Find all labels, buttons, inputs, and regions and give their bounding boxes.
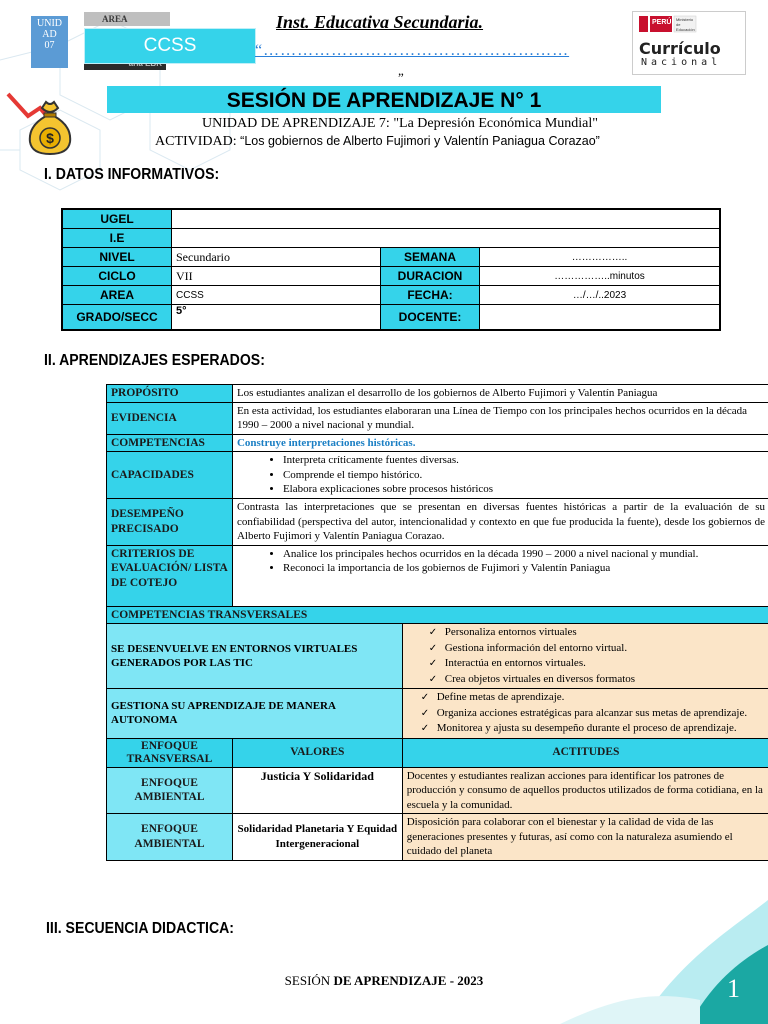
page-number: 1 — [727, 974, 740, 1003]
docente-value — [480, 305, 721, 331]
semana-label: SEMANA — [381, 248, 480, 267]
capacidad-item: • Interpreta críticamente fuentes diversas. — [283, 453, 765, 468]
nivel-value: Secundario — [172, 248, 381, 267]
area-box: CCSS — [84, 28, 256, 64]
actitudes-header: ACTITUDES — [402, 738, 768, 767]
ciclo-value: VII — [172, 267, 381, 286]
valores-header: VALORES — [232, 738, 402, 767]
institution-title: Inst. Educativa Secundaria. — [276, 12, 484, 32]
desempeno-text: Contrasta las interpretaciones que se presentan en diversas fuentes históricas a partir de la evaluación de su confiabilidad (perspectiva del autor, intencionalidad y contexto en que fue producida la fuente), desde los gobiernos de Alberto Fujimori y Valentín Paniagua Corazao. — [232, 499, 768, 546]
ie-value — [172, 229, 721, 248]
section-datos-title: I. DATOS INFORMATIVOS: — [44, 166, 220, 183]
enfoque-actitud: Disposición para colaborar con el bienestar y la calidad de vida de las generaciones presentes y futuras, así como con la naturaleza asumiendo el cuidado del planeta — [402, 814, 768, 861]
logo-ministerio-text: Ministerio de Educación — [676, 17, 695, 32]
enfoque-name: ENFOQUE AMBIENTAL — [107, 814, 233, 861]
datos-informativos-table — [61, 208, 721, 331]
actividad-line — [155, 134, 600, 150]
autonoma-list — [402, 689, 768, 739]
competencias-text: Construye interpretaciones históricas. — [232, 434, 768, 452]
enfoque-name: ENFOQUE AMBIENTAL — [107, 767, 233, 814]
autonoma-label: GESTIONA SU APRENDIZAJE DE MANERA AUTONOMA — [107, 689, 403, 739]
ugel-value — [172, 209, 721, 229]
docente-label: DOCENTE: — [381, 305, 480, 331]
duracion-value: ……………..minutos — [480, 267, 721, 286]
footer-text — [0, 973, 768, 989]
transversales-header: COMPETENCIAS TRANSVERSALES — [107, 606, 768, 624]
enfoque-valor: Justicia Y Solidaridad — [232, 767, 402, 814]
area-value: CCSS — [172, 286, 381, 305]
desempeno-label: DESEMPEÑO PRECISADO — [107, 499, 233, 546]
grado-value: 5° — [172, 305, 381, 331]
footer-bold: DE APRENDIZAJE - 2023 — [333, 973, 484, 988]
semana-value: …………….. — [480, 248, 721, 267]
criterios-list — [232, 545, 768, 606]
actividad-value: “Los gobiernos de Alberto Fujimori y Valentín Paniagua Corazao” — [240, 134, 600, 148]
quote-close: ” — [398, 70, 404, 85]
unidad-line: UNIDAD DE APRENDIZAJE 7: "La Depresión Económica Mundial" — [202, 116, 598, 131]
enfoque-valor: Solidaridad Planetaria Y Equidad Intergeneracional — [232, 814, 402, 861]
criterio-item: • Reconoci la importancia de los gobiernos de Fujimori y Valentín Paniagua — [283, 561, 765, 576]
ie-label: I.E — [62, 229, 172, 248]
tic-item: ✓ Interactúa en entornos virtuales. — [429, 656, 765, 672]
fecha-value: …/…/..2023 — [480, 286, 721, 305]
tic-item: ✓ Crea objetos virtuales en diversos formatos — [429, 672, 765, 688]
logo-nacional-text: Nacional — [641, 57, 722, 68]
capacidades-list — [232, 452, 768, 499]
grado-label: GRADO/SECC — [62, 305, 172, 331]
enfoque-header: ENFOQUE TRANSVERSAL — [107, 738, 233, 767]
proposito-label: PROPÓSITO — [107, 385, 233, 403]
session-title: SESIÓN DE APRENDIZAJE N° 1 — [107, 86, 661, 113]
unidad-badge: UNID AD 07 — [31, 16, 68, 68]
tic-item: ✓ Gestiona información del entorno virtual. — [429, 641, 765, 657]
section-aprendizajes-title: II. APRENDIZAJES ESPERADOS: — [44, 352, 265, 369]
footer-prefix: SESIÓN — [284, 973, 334, 988]
capacidades-label: CAPACIDADES — [107, 452, 233, 499]
ugel-label: UGEL — [62, 209, 172, 229]
curriculo-nacional-logo — [632, 11, 746, 75]
money-bag-icon — [6, 86, 96, 158]
competencias-label: COMPETENCIAS — [107, 434, 233, 452]
enfoque-actitud: Docentes y estudiantes realizan acciones para identificar los patrones de producción y consumo de aquellos productos utilizados de forma cotidiana, en la escuela y la comunidad. — [402, 767, 768, 814]
logo-peru-text: PERÚ — [652, 19, 672, 26]
aprendizajes-table — [106, 384, 768, 861]
capacidad-item: • Comprende el tiempo histórico. — [283, 468, 765, 483]
autonoma-item: ✓ Define metas de aprendizaje. — [421, 690, 765, 706]
proposito-text: Los estudiantes analizan el desarrollo de los gobiernos de Alberto Fujimori y Valentín Paniagua — [232, 385, 768, 403]
duracion-label: DURACION — [381, 267, 480, 286]
evidencia-text: En esta actividad, los estudiantes elaboraran una Línea de Tiempo con los principales hechos ocurridos en la década 1990 – 2000 a nivel nacional y mundial. — [232, 402, 768, 434]
nivel-label: NIVEL — [62, 248, 172, 267]
autonoma-item: ✓ Organiza acciones estratégicas para alcanzar sus metas de aprendizaje. — [421, 706, 765, 722]
section-secuencia-title: III. SECUENCIA DIDACTICA: — [46, 920, 235, 937]
institution-dots: “……………………………………………… — [255, 42, 570, 59]
fecha-label: FECHA: — [381, 286, 480, 305]
autonoma-item: ✓ Monitorea y ajusta su desempeño durante el proceso de aprendizaje. — [421, 721, 765, 737]
capacidad-item: • Elabora explicaciones sobre procesos históricos — [283, 482, 765, 497]
tic-list — [402, 624, 768, 689]
ciclo-label: CICLO — [62, 267, 172, 286]
area-strip: AREA — [84, 12, 170, 26]
svg-text:$: $ — [46, 130, 54, 146]
criterios-label: CRITERIOS DE EVALUACIÓN/ LISTA DE COTEJO — [107, 545, 233, 606]
area-label: AREA — [62, 286, 172, 305]
criterio-item: • Analice los principales hechos ocurridos en la década 1990 – 2000 a nivel nacional y mundial. — [283, 547, 765, 562]
actividad-label: ACTIVIDAD: — [155, 134, 241, 149]
tic-label: SE DESENVUELVE EN ENTORNOS VIRTUALES GENERADOS POR LAS TIC — [107, 624, 403, 689]
logo-curriculo-text: Currículo — [639, 39, 721, 58]
evidencia-label: EVIDENCIA — [107, 402, 233, 434]
tic-item: ✓ Personaliza entornos virtuales — [429, 625, 765, 641]
